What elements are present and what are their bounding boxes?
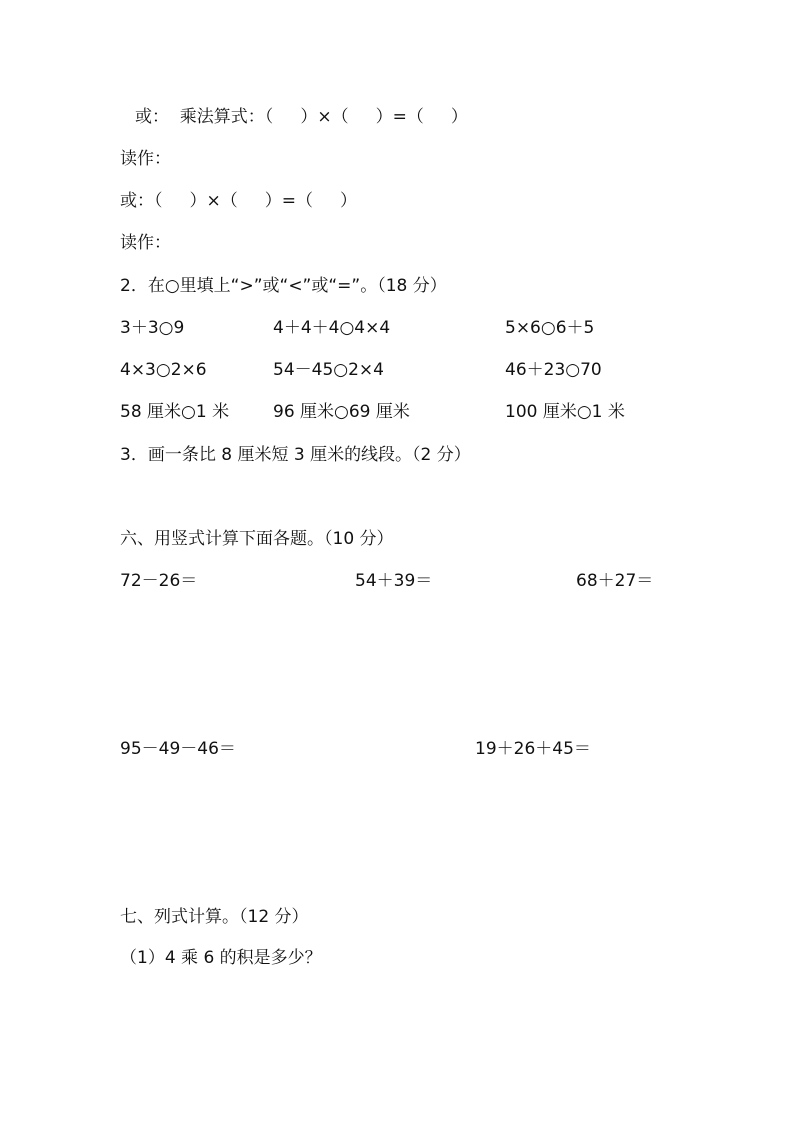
read-as-label-1: 读作：: [120, 149, 171, 169]
section-7-title: 七、列式计算。（12 分）: [120, 907, 309, 927]
vertical-calc-item: 72－26＝: [120, 571, 198, 591]
compare-item: 3＋3○9: [120, 318, 185, 338]
section-6-title: 六、用竖式计算下面各题。（10 分）: [120, 529, 394, 549]
compare-item: 96 厘米○69 厘米: [273, 402, 410, 422]
vertical-calc-item: 19＋26＋45＝: [475, 739, 591, 759]
vertical-calc-item: 54＋39＝: [355, 571, 433, 591]
multiplication-formula-line: 或： 乘法算式：（ ）×（ ）=（ ）: [135, 107, 468, 127]
compare-item: 46＋23○70: [505, 360, 602, 380]
question-3-title: 3．画一条比 8 厘米短 3 厘米的线段。（2 分）: [120, 445, 471, 465]
compare-item: 54－45○2×4: [273, 360, 384, 380]
compare-item: 100 厘米○1 米: [505, 402, 625, 422]
compare-item: 5×6○6＋5: [505, 318, 595, 338]
compare-item: 4＋4＋4○4×4: [273, 318, 391, 338]
vertical-calc-item: 68＋27＝: [576, 571, 654, 591]
compare-item: 4×3○2×6: [120, 360, 207, 380]
alternative-formula-line: 或：（ ）×（ ）=（ ）: [120, 191, 358, 211]
section-7-question-1: （1）4 乘 6 的积是多少？: [120, 948, 322, 968]
question-2-title: 2．在○里填上“>”或“<”或“=”。（18 分）: [120, 276, 447, 296]
read-as-label-2: 读作：: [120, 233, 171, 253]
compare-item: 58 厘米○1 米: [120, 402, 230, 422]
vertical-calc-item: 95－49－46＝: [120, 739, 236, 759]
